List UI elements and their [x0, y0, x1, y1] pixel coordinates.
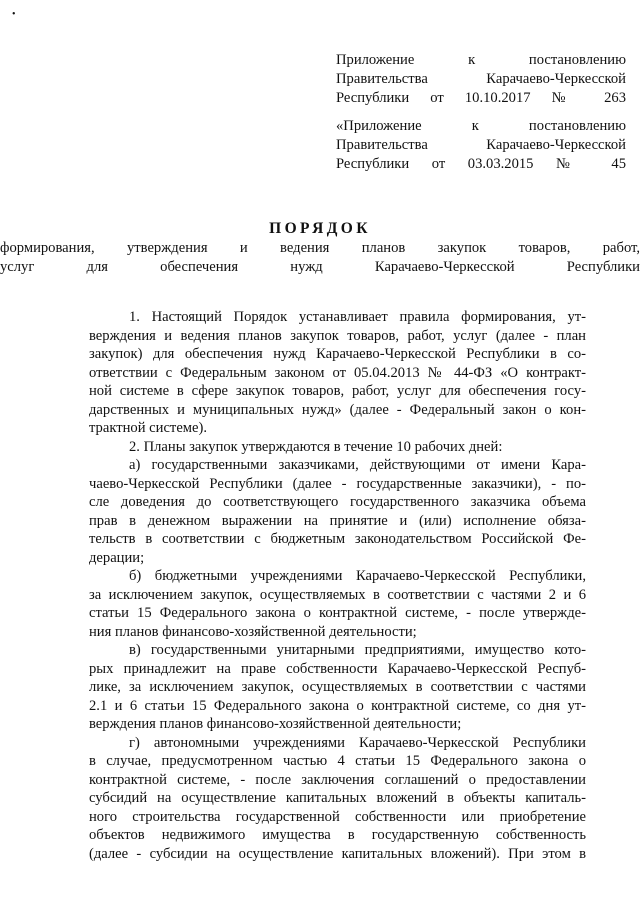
paragraph-line: контрактной системе, - после заключения соглашений о предоставлении [89, 771, 586, 788]
paragraph-line: а) государственными заказчиками, действующими от имени Кара- [129, 457, 586, 473]
paragraph-line: ной системе в сфере закупок товаров, работ, услуг для обеспечения госу- [89, 383, 586, 399]
appendix-line: Республики от 03.03.2015 № 45 [336, 156, 626, 172]
document-body [89, 308, 586, 863]
paragraph-line: верждения планов финансово-хозяйственной деятельности; [89, 716, 462, 732]
subtitle-line: услуг для обеспечения нужд Карачаево-Черкесской Республики [0, 259, 640, 275]
paragraph-line: в случае, предусмотренном частью 4 статьи 15 Федерального закона о [89, 753, 586, 769]
paragraph-line: верждения и ведения планов закупок товаров, работ, услуг (далее - план [89, 327, 586, 344]
paragraph-line: 2. Планы закупок утверждаются в течение 10 рабочих дней: [129, 438, 503, 455]
paragraph-line: рых принадлежит на праве собственности Карачаево-Черкесской Респуб- [89, 660, 586, 677]
paragraph-line: сле доведения до соответствующего государственного заказчика объема [89, 494, 586, 510]
paragraph-line: ответствии с Федеральным законом от 05.04.2013 № 44-ФЗ «О контракт- [89, 364, 586, 381]
paragraph-line: ного строительства государственной собственности или приобретение [89, 808, 586, 825]
document-title: ПОРЯДОК [269, 220, 371, 237]
appendix-line: «Приложение к постановлению [336, 118, 626, 134]
paragraph [89, 438, 586, 457]
paragraph-line: дерации; [89, 549, 145, 566]
paragraph-line: ния планов финансово-хозяйственной деятельности; [89, 623, 417, 640]
appendix-header-original [336, 117, 626, 174]
paragraph-line: статьи 15 Федерального закона о контрактной системе, - после утвержде- [89, 605, 586, 621]
paragraph [89, 734, 586, 864]
subtitle-line: формирования, утверждения и ведения планов закупок товаров, работ, [0, 240, 640, 256]
paragraph [89, 567, 586, 641]
appendix-line: Республики от 10.10.2017 № 263 [336, 90, 626, 106]
appendix-header-current [336, 51, 626, 108]
paragraph-line: чаево-Черкесской Республики (далее - государственные заказчики), - по- [89, 475, 586, 492]
paragraph [89, 308, 586, 438]
appendix-line: Правительства Карачаево-Черкесской [336, 71, 626, 87]
paragraph-line: 2.1 и 6 статьи 15 Федерального закона о контрактной системе, со дня ут- [89, 697, 586, 714]
document-subtitle [0, 239, 640, 277]
paragraph-line: лике, за исключением закупок, осуществляемых в соответствии с частями [89, 679, 586, 695]
paragraph-line: трактной системе). [89, 420, 208, 436]
paragraph-line: дарственных и муниципальных нужд» (далее - Федеральный закон о кон- [89, 401, 586, 418]
paragraph-line: (далее - субсидии на осуществление капитальных вложений). При этом в [89, 845, 586, 862]
paragraph-line: б) бюджетными учреждениями Карачаево-Черкесской Республики, [129, 568, 586, 584]
paragraph [89, 456, 586, 567]
paragraph-line: субсидий на осуществление капитальных вложений в объекты капиталь- [89, 790, 586, 806]
paragraph-line: закупок) для обеспечения нужд Карачаево-Черкесской Республики в со- [89, 346, 586, 362]
paragraph-line: в) государственными унитарными предприятиями, имущество кото- [129, 642, 586, 658]
appendix-line: Правительства Карачаево-Черкесской [336, 137, 626, 153]
paragraph-line: за исключением закупок, осуществляемых в соответствии с частями 2 и 6 [89, 586, 586, 603]
paragraph [89, 641, 586, 734]
scan-artifact-mark: • [12, 9, 16, 20]
paragraph-line: объектов недвижимого имущества в государственную собственность [89, 827, 586, 843]
appendix-line: Приложение к постановлению [336, 52, 626, 68]
paragraph-line: 1. Настоящий Порядок устанавливает правила формирования, ут- [129, 309, 586, 325]
paragraph-line: тельств в соответствии с бюджетным законодательством Российской Фе- [89, 531, 586, 547]
paragraph-line: прав в денежном выражении на принятие и (или) исполнение обяза- [89, 512, 586, 529]
paragraph-line: г) автономными учреждениями Карачаево-Черкесской Республики [129, 734, 586, 751]
